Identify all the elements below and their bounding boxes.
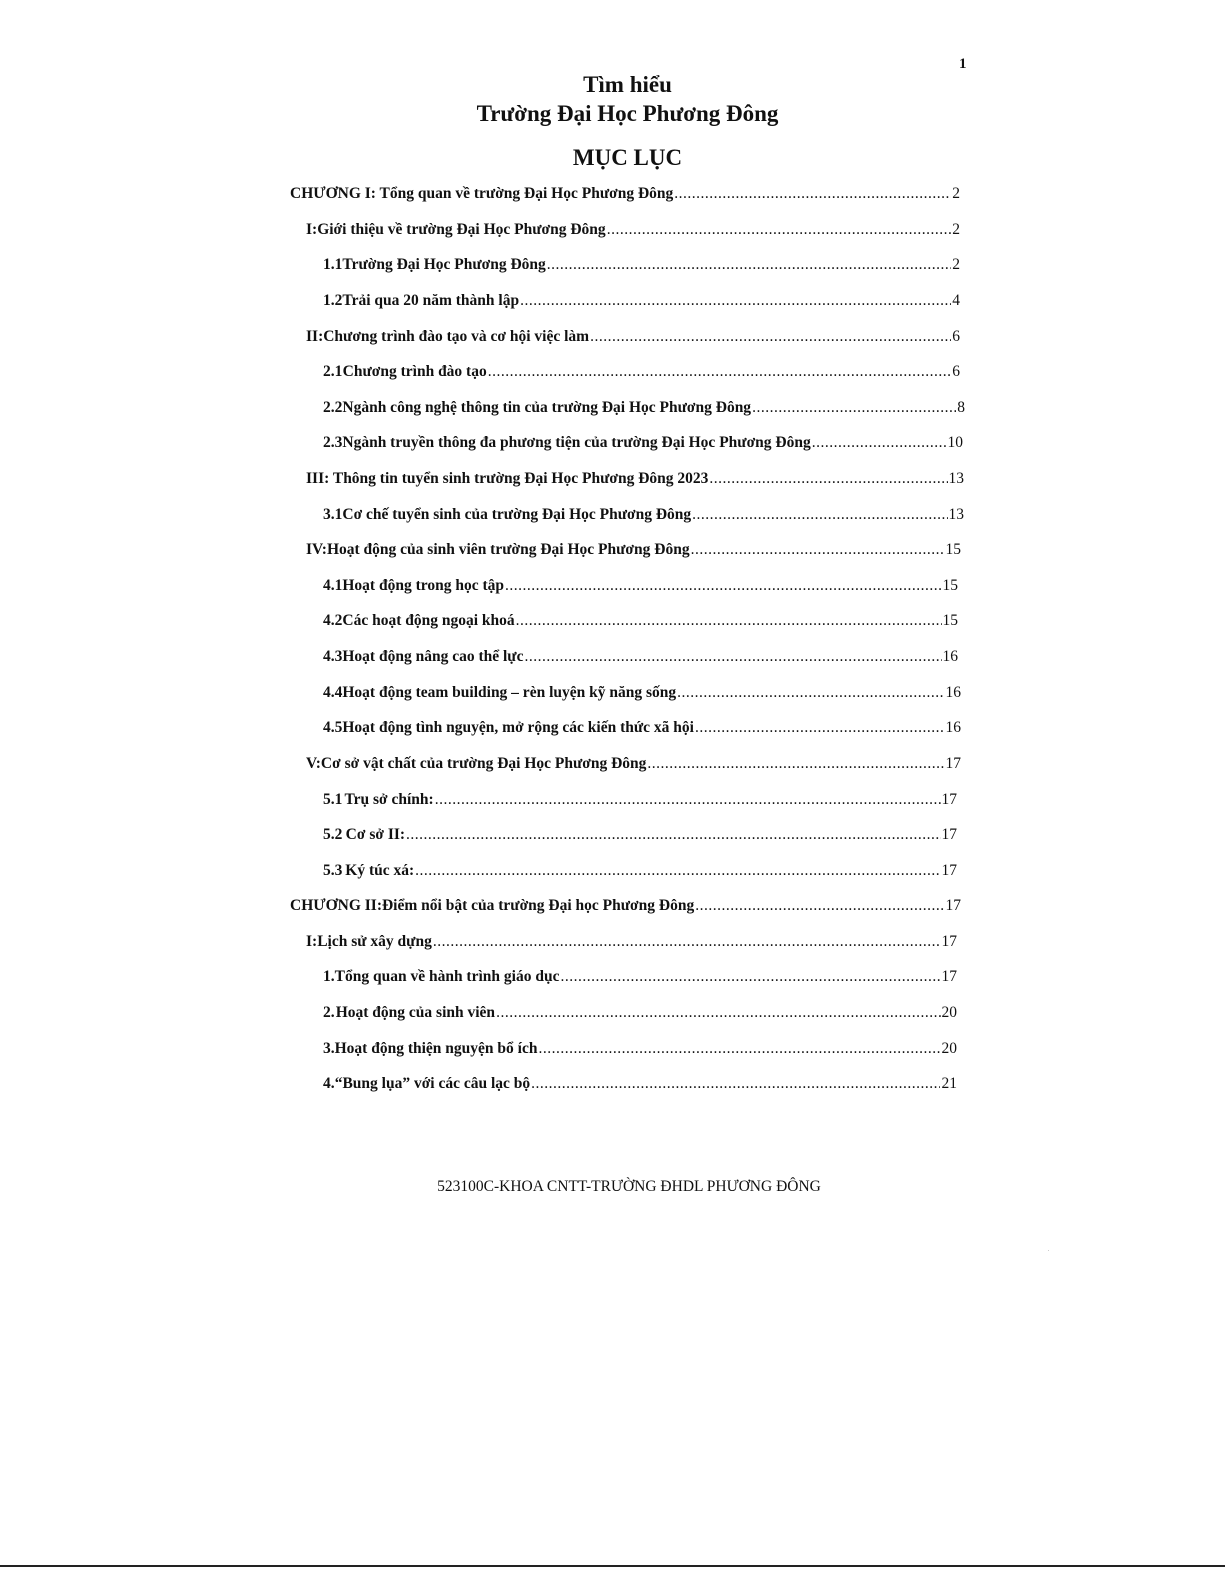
toc-entry-number: 4.1: [323, 577, 343, 594]
toc-entry-title: Cơ sở II:: [345, 826, 406, 843]
toc-entry[interactable]: [306, 541, 961, 563]
toc-entry[interactable]: [323, 862, 957, 884]
toc-entry[interactable]: [323, 968, 957, 990]
toc-entry-page: 8: [957, 399, 965, 416]
toc-entry-number: 4.: [323, 1075, 335, 1092]
toc-entry-number: 4.4: [323, 684, 343, 701]
toc-entry-title: IV:Hoạt động của sinh viên trường Đại Học Phương Đông: [306, 541, 690, 558]
toc-entry-number: 2.: [323, 1004, 335, 1021]
toc-dot-leader: [560, 968, 940, 986]
toc-entry-number: 4.3: [323, 648, 343, 665]
toc-entry-page: 16: [942, 648, 958, 665]
toc-dot-leader: [692, 506, 947, 524]
toc-entry-title: Hoạt động nâng cao thể lực: [342, 648, 524, 665]
toc-entry[interactable]: [323, 363, 960, 385]
toc-entry-number: 4.5: [323, 719, 343, 736]
toc-entry-page: 17: [941, 933, 957, 950]
toc-dot-leader: [520, 292, 951, 310]
toc-entry-page: 10: [947, 434, 963, 451]
toc-entry[interactable]: [323, 826, 957, 848]
toc-entry[interactable]: [306, 755, 961, 777]
document-title-line1: Tìm hiểu: [583, 72, 672, 97]
toc-entry-title: Ngành truyền thông đa phương tiện của trường Đại Học Phương Đông: [342, 434, 811, 451]
toc-entry[interactable]: [290, 897, 961, 919]
toc-dot-leader: [695, 897, 944, 915]
toc-entry[interactable]: [323, 684, 961, 706]
toc-entry-page: 4: [952, 292, 960, 309]
toc-entry-number: 3.1: [323, 506, 343, 523]
toc-dot-leader: [607, 221, 952, 239]
toc-entry-number: 5.2: [323, 826, 343, 843]
toc-entry[interactable]: [323, 256, 960, 278]
toc-dot-leader: [547, 256, 951, 274]
page-number: 1: [959, 56, 967, 72]
toc-entry-page: 15: [945, 541, 961, 558]
toc-entry[interactable]: [323, 434, 963, 456]
toc-entry-title: Hoạt động thiện nguyện bổ ích: [334, 1040, 538, 1057]
toc-entry-title: I:Lịch sử xây dựng: [306, 933, 432, 950]
toc-entry-title: III: Thông tin tuyển sinh trường Đại Học Phương Đông 2023: [306, 470, 709, 487]
toc-entry-page: 20: [941, 1004, 957, 1021]
toc-entry-page: 2: [952, 185, 960, 202]
toc-dot-leader: [709, 470, 947, 488]
toc-entry-title: Hoạt động tình nguyện, mở rộng các kiến thức xã hội: [342, 719, 694, 736]
toc-entry-page: 15: [942, 612, 958, 629]
toc-entry-title: Tổng quan về hành trình giáo dục: [334, 968, 560, 985]
toc-dot-leader: [496, 1004, 940, 1022]
toc-heading: MỤC LỤC: [572, 145, 683, 170]
toc-dot-leader: [677, 684, 944, 702]
toc-entry-page: 13: [948, 470, 964, 487]
toc-entry-title: Trải qua 20 năm thành lập: [342, 292, 520, 309]
toc-dot-leader: [524, 648, 941, 666]
toc-dot-leader: [647, 755, 944, 773]
toc-entry-number: 1.: [323, 968, 335, 985]
toc-entry[interactable]: [323, 1075, 957, 1097]
toc-dot-leader: [531, 1075, 940, 1093]
toc-entry-page: 17: [941, 826, 957, 843]
toc-entry-page: 17: [941, 968, 957, 985]
toc-dot-leader: [505, 577, 942, 595]
toc-entry-number: 2.1: [323, 363, 343, 380]
toc-entry-number: 1.1: [323, 256, 343, 273]
toc-entry-page: 17: [945, 755, 961, 772]
scan-speck: [1048, 1250, 1049, 1251]
toc-entry-page: 16: [945, 684, 961, 701]
bottom-rule: [0, 1565, 1225, 1567]
toc-entry[interactable]: [323, 648, 958, 670]
toc-dot-leader: [415, 862, 940, 880]
toc-entry-number: 5.1: [323, 791, 343, 808]
toc-entry-title: Cơ chế tuyển sinh của trường Đại Học Phương Đông: [342, 506, 692, 523]
document-title-line2: Trường Đại Học Phương Đông: [476, 101, 779, 126]
toc-entry-title: Hoạt động trong học tập: [342, 577, 504, 594]
toc-entry[interactable]: [323, 292, 960, 314]
toc-entry-title: Hoạt động team building – rèn luyện kỹ năng sống: [342, 684, 677, 701]
toc-entry[interactable]: [323, 719, 961, 741]
toc-dot-leader: [435, 791, 941, 809]
toc-entry-page: 2: [952, 221, 960, 238]
toc-entry[interactable]: [323, 506, 964, 528]
toc-entry-title: Chương trình đào tạo: [342, 363, 487, 380]
toc-entry-page: 15: [942, 577, 958, 594]
toc-entry-page: 6: [952, 328, 960, 345]
toc-entry-page: 17: [945, 897, 961, 914]
toc-entry[interactable]: [323, 791, 957, 813]
toc-entry-title: Ký túc xá:: [345, 862, 415, 879]
toc-dot-leader: [691, 541, 945, 559]
toc-entry-title: Các hoạt động ngoại khoá: [342, 612, 515, 629]
toc-entry[interactable]: [290, 185, 960, 207]
toc-entry-page: 6: [952, 363, 960, 380]
toc-dot-leader: [695, 719, 945, 737]
toc-entry-title: Trụ sở chính:: [344, 791, 434, 808]
toc-entry-number: 4.2: [323, 612, 343, 629]
toc-entry[interactable]: [323, 1040, 957, 1062]
toc-entry[interactable]: [306, 328, 960, 350]
toc-entry-title: Ngành công nghệ thông tin của trường Đại Học Phương Đông: [342, 399, 752, 416]
toc-entry-number: 1.2: [323, 292, 343, 309]
toc-entry-page: 13: [948, 506, 964, 523]
toc-dot-leader: [812, 434, 947, 452]
toc-entry-page: 16: [945, 719, 961, 736]
toc-entry-title: Trường Đại Học Phương Đông: [342, 256, 546, 273]
toc-entry-title: “Bung lụa” với các câu lạc bộ: [334, 1075, 531, 1092]
toc-entry[interactable]: [323, 612, 958, 634]
toc-entry[interactable]: [323, 399, 965, 421]
toc-entry-number: 3.: [323, 1040, 335, 1057]
toc-entry[interactable]: [306, 470, 964, 492]
toc-dot-leader: [433, 933, 941, 951]
toc-dot-leader: [538, 1040, 940, 1058]
page-footer: 523100C-KHOA CNTT-TRƯỜNG ĐHDL PHƯƠNG ĐÔNG: [437, 1178, 821, 1195]
toc-dot-leader: [488, 363, 952, 381]
toc-entry-title: V:Cơ sở vật chất của trường Đại Học Phương Đông: [306, 755, 647, 772]
toc-entry-page: 20: [941, 1040, 957, 1057]
toc-entry[interactable]: [323, 577, 958, 599]
toc-entry-page: 21: [941, 1075, 957, 1092]
toc-entry-title: II:Chương trình đào tạo và cơ hội việc làm: [306, 328, 590, 345]
toc-dot-leader: [406, 826, 940, 844]
toc-entry-title: I:Giới thiệu về trường Đại Học Phương Đông: [306, 221, 606, 238]
toc-entry-title: CHƯƠNG I: Tổng quan về trường Đại Học Phương Đông: [290, 185, 674, 202]
toc-dot-leader: [516, 612, 942, 630]
toc-dot-leader: [752, 399, 956, 417]
toc-entry-title: Hoạt động của sinh viên: [335, 1004, 496, 1021]
toc-entry-number: 5.3: [323, 862, 343, 879]
toc-entry-number: 2.2: [323, 399, 343, 416]
toc-dot-leader: [674, 185, 951, 203]
toc-entry[interactable]: [323, 1004, 957, 1026]
toc-entry-page: 17: [941, 791, 957, 808]
toc-entry[interactable]: [306, 221, 960, 243]
toc-entry-page: 17: [941, 862, 957, 879]
toc-entry[interactable]: [306, 933, 957, 955]
toc-entry-page: 2: [952, 256, 960, 273]
toc-dot-leader: [590, 328, 951, 346]
toc-entry-title: CHƯƠNG II:Điểm nổi bật của trường Đại học Phương Đông: [290, 897, 695, 914]
toc-entry-number: 2.3: [323, 434, 343, 451]
